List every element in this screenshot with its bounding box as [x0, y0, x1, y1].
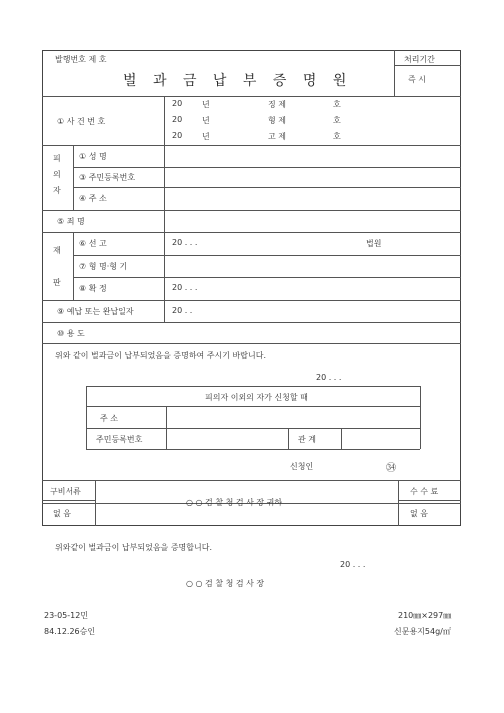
approval: 84.12.26승인 — [44, 627, 96, 636]
verdict-date: 20 . . . — [172, 238, 198, 247]
third-party-address-label: 주 소 — [100, 414, 118, 423]
fee-label: 수 수 료 — [410, 487, 439, 496]
suspect-name-label: ① 성 명 — [79, 152, 107, 161]
verdict-label: ⑥ 선 고 — [79, 239, 107, 248]
seal-mark: ㉞ — [386, 463, 396, 474]
required-docs-label: 구비서류 — [50, 487, 81, 496]
request-statement: 위와 같이 벌과금이 납부되었음을 증명하여 주시기 바랍니다. — [55, 351, 266, 360]
form-code: 23-05-12민 — [44, 611, 89, 620]
request-date: 20 . . . — [316, 373, 342, 382]
paper-size: 210㎜×297㎜ — [398, 611, 452, 620]
case-line-3-y: 년 — [202, 132, 210, 141]
case-line-3-type: 고 제 — [268, 132, 286, 141]
purpose-label: ⑩ 용 도 — [57, 329, 85, 338]
charge-label: ⑤ 죄 명 — [57, 217, 85, 226]
third-party-header: 피의자 이외의 자가 신청할 때 — [205, 393, 308, 402]
case-line-2-ho: 호 — [333, 116, 341, 125]
suspect-group-char-1: 피 — [53, 154, 61, 163]
processing-period-label: 처리기간 — [404, 55, 435, 64]
trial-group-char-1: 재 — [53, 246, 61, 255]
payment-date-label: ⑨ 예납 또는 완납일자 — [57, 307, 134, 316]
case-line-2-type: 형 제 — [268, 116, 286, 125]
form-title: 벌 과 금 납 부 증 명 원 — [123, 73, 353, 89]
required-docs-value: 없 음 — [53, 509, 71, 518]
paper-type: 신문용지54g/㎡ — [394, 627, 451, 636]
fee-value: 없 음 — [410, 509, 428, 518]
sentence-label: ⑦ 형 명·형 기 — [79, 262, 128, 271]
case-number-label: ① 사 건 번 호 — [57, 117, 106, 126]
final-date: 20 . . . — [172, 283, 198, 292]
case-line-1-year: 20 — [172, 99, 183, 108]
applicant-label: 신청인 — [290, 462, 314, 471]
suspect-resident-label: ③ 주민등록번호 — [79, 173, 136, 182]
suspect-group-char-2: 의 — [53, 170, 61, 179]
case-line-3-ho: 호 — [333, 132, 341, 141]
processing-period-value: 즉 시 — [408, 75, 426, 84]
trial-group-char-2: 판 — [53, 278, 61, 287]
case-line-1-ho: 호 — [333, 100, 341, 109]
payment-date-value: 20 . . — [172, 306, 193, 315]
third-party-resident-label: 주민등록번호 — [96, 435, 143, 444]
final-label: ⑧ 확 정 — [79, 284, 107, 293]
certification-date: 20 . . . — [340, 560, 366, 569]
case-line-2-year: 20 — [172, 115, 183, 124]
case-line-1-y: 년 — [202, 100, 210, 109]
suspect-address-label: ④ 주 소 — [79, 194, 107, 203]
case-line-2-y: 년 — [202, 116, 210, 125]
recipient: ○ ○ 검 찰 청 검 사 장 귀하 — [186, 498, 283, 507]
third-party-relation-label: 관 계 — [298, 435, 316, 444]
case-line-3-year: 20 — [172, 131, 183, 140]
issue-number-label: 발행번호 제 호 — [55, 55, 107, 64]
certification-statement: 위와같이 벌과금이 납부되었음을 증명합니다. — [55, 543, 213, 552]
certification-issuer: ○ ○ 검 찰 청 검 사 장 — [186, 579, 265, 588]
case-line-1-type: 징 제 — [268, 100, 286, 109]
court-suffix: 법원 — [366, 239, 382, 248]
suspect-group-char-3: 자 — [53, 186, 61, 195]
